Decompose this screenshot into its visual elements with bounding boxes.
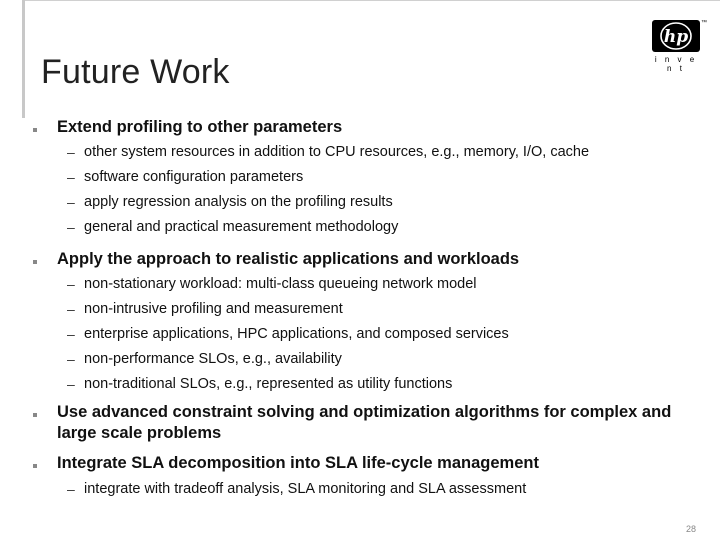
sub-bullet-text: apply regression analysis on the profiling results [84,194,393,210]
sub-bullet-text: non-stationary workload: multi-class queueing network model [84,276,477,292]
bullet-text: Use advanced constraint solving and optimization algorithms for complex and large scale problems [57,403,672,442]
sub-bullet-dash: – [67,276,75,292]
sub-bullet-text: integrate with tradeoff analysis, SLA monitoring and SLA assessment [84,481,527,497]
bullet-marker [33,128,37,132]
sub-bullet-text: general and practical measurement methodology [84,219,399,235]
sub-bullet-text: non-performance SLOs, e.g., availability [84,351,342,367]
hp-logo-tagline: i n v e n t [654,55,698,73]
sub-bullet-dash: – [67,194,75,210]
hp-logo-trademark: ™ [701,20,707,26]
slide-title: Future Work [41,53,230,91]
sub-bullet-dash: – [67,351,75,367]
sub-bullet-text: software configuration parameters [84,169,304,185]
page-number: 28 [686,524,697,534]
bullet-marker [33,260,37,264]
bullet-text: Extend profiling to other parameters [57,118,343,136]
sub-bullet-dash: – [67,169,75,185]
sub-bullet-dash: – [67,376,75,392]
sub-bullet-text: enterprise applications, HPC applications, and composed services [84,326,509,342]
sub-bullet-dash: – [67,326,75,342]
bullet-text: Apply the approach to realistic applications and workloads [57,250,520,268]
bullet-marker [33,464,37,468]
sub-bullet-text: other system resources in addition to CPU resources, e.g., memory, I/O, cache [84,144,590,160]
sub-bullet-dash: – [67,301,75,317]
sub-bullet-text: non-traditional SLOs, e.g., represented as utility functions [84,376,453,392]
sub-bullet-text: non-intrusive profiling and measurement [84,301,343,317]
sub-bullet-dash: – [67,481,75,497]
bullet-marker [33,413,37,417]
sub-bullet-dash: – [67,144,75,160]
sub-bullet-dash: – [67,219,75,235]
hp-logo-brand: hp [663,27,689,47]
bullet-text: Integrate SLA decomposition into SLA life-cycle management [57,454,539,472]
